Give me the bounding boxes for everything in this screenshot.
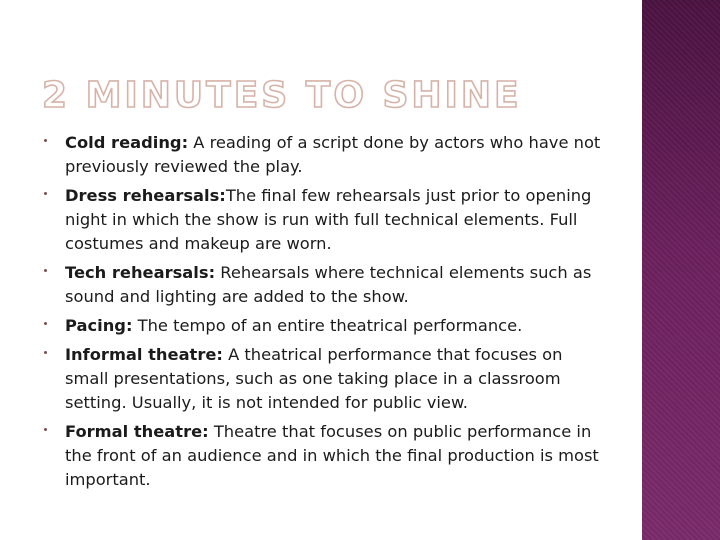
term-label: Pacing: [65,316,133,335]
term-definition: Theatre that focuses on public performance in the front of an audience and in which the final production is most important. [65,422,599,489]
list-item [44,343,604,415]
term-definition: The final few rehearsals just prior to opening night in which the show is run with full technical elements. Full costumes and makeup are worn. [65,186,592,253]
decorative-sidebar [642,0,720,540]
list-item [44,131,604,179]
bullet-icon [44,428,47,431]
term-definition: Rehearsals where technical elements such as sound and lighting are added to the show. [65,263,592,306]
list-item [44,314,604,338]
term-definition: A reading of a script done by actors who have not previously reviewed the play. [65,133,601,176]
bullet-icon [44,322,47,325]
term-label: Informal theatre: [65,345,223,364]
bullet-icon [44,269,47,272]
list-item [44,420,604,492]
term-definition: The tempo of an entire theatrical performance. [132,316,523,335]
slide-title: 2 MINUTES TO SHINE [42,75,522,116]
term-label: Dress rehearsals: [65,186,226,205]
bullet-icon [44,139,47,142]
term-label: Formal theatre: [65,422,209,441]
list-item [44,261,604,309]
term-list [44,131,604,492]
list-item [44,184,604,256]
bullet-icon [44,351,47,354]
term-definition: A theatrical performance that focuses on small presentations, such as one taking place in a classroom setting. Usually, it is not intended for public view. [65,345,563,412]
term-label: Cold reading: [65,133,189,152]
bullet-icon [44,192,47,195]
term-label: Tech rehearsals: [65,263,216,282]
